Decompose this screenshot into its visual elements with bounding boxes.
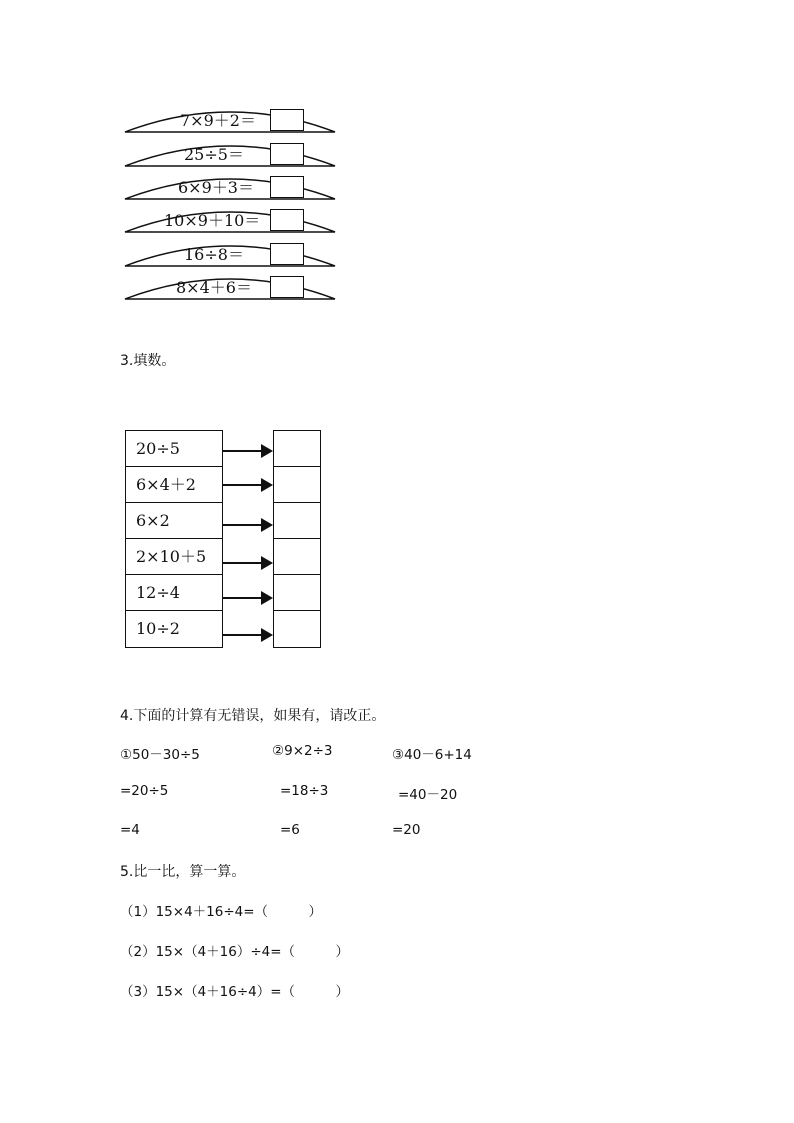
q5-item: （1）15×4＋16÷4=（ ） (120, 904, 323, 920)
expression-cell: 20÷5 (126, 431, 222, 467)
arch-row (122, 167, 338, 201)
answer-box[interactable] (270, 276, 304, 298)
q4-col1-line2: =20÷5 (120, 783, 169, 799)
arrow-icon (223, 444, 273, 458)
arrow-icon (223, 518, 273, 532)
answer-cell[interactable] (274, 503, 320, 539)
arch-row (122, 200, 338, 234)
answer-column (273, 430, 321, 648)
arch-expression: 7×9＋2＝ (180, 111, 256, 130)
q4-col2-line3: =6 (280, 822, 300, 838)
q4-title: 4.下面的计算有无错误，如果有，请改正。 (120, 708, 386, 724)
answer-cell[interactable] (274, 539, 320, 575)
arch-row (122, 234, 338, 268)
answer-box[interactable] (270, 176, 304, 198)
arch-expression: 25÷5＝ (184, 145, 244, 164)
q4-col1-line1: ①50－30÷5 (120, 747, 200, 763)
expression-cell: 10÷2 (136, 619, 180, 638)
expression-cell: 12÷4 (126, 575, 222, 611)
q5-item: （2）15×（4＋16）÷4=（ ） (120, 944, 350, 960)
expression-cell: 6×4＋2 (126, 467, 222, 503)
q5-title: 5.比一比，算一算。 (120, 864, 246, 880)
answer-box[interactable] (270, 109, 304, 131)
arch-expression: 16÷8＝ (184, 245, 244, 264)
answer-box[interactable] (270, 209, 304, 231)
arch-expression: 6×9＋3＝ (178, 178, 254, 197)
arch-row (122, 267, 338, 301)
arch-row (122, 100, 338, 134)
arch-expression: 10×9＋10＝ (164, 211, 261, 230)
q4-col3-line2: =40－20 (398, 787, 458, 803)
q5-item: （3）15×（4＋16÷4）=（ ） (120, 984, 350, 1000)
arch-row (122, 134, 338, 168)
arch-expression: 8×4＋6＝ (176, 278, 252, 297)
arrow-icon (223, 591, 273, 605)
answer-cell[interactable] (274, 431, 320, 467)
answer-cell[interactable] (274, 611, 320, 647)
q3-title: 3.填数。 (120, 353, 176, 369)
q4-col2-line1: ②9×2÷3 (272, 743, 333, 759)
q4-col2-line2: =18÷3 (280, 783, 329, 799)
q4-col1-line3: =4 (120, 822, 140, 838)
answer-box[interactable] (270, 143, 304, 165)
expression-cell: 6×2 (126, 503, 222, 539)
q4-col3-line3: =20 (392, 822, 421, 838)
arrow-icon (223, 478, 273, 492)
q4-col3-line1: ③40－6+14 (392, 747, 472, 763)
expression-cell: 2×10＋5 (126, 539, 222, 575)
expression-column (125, 430, 223, 648)
arrow-icon (223, 628, 273, 642)
answer-cell[interactable] (274, 575, 320, 611)
arrow-icon (223, 556, 273, 570)
answer-cell[interactable] (274, 467, 320, 503)
answer-box[interactable] (270, 243, 304, 265)
